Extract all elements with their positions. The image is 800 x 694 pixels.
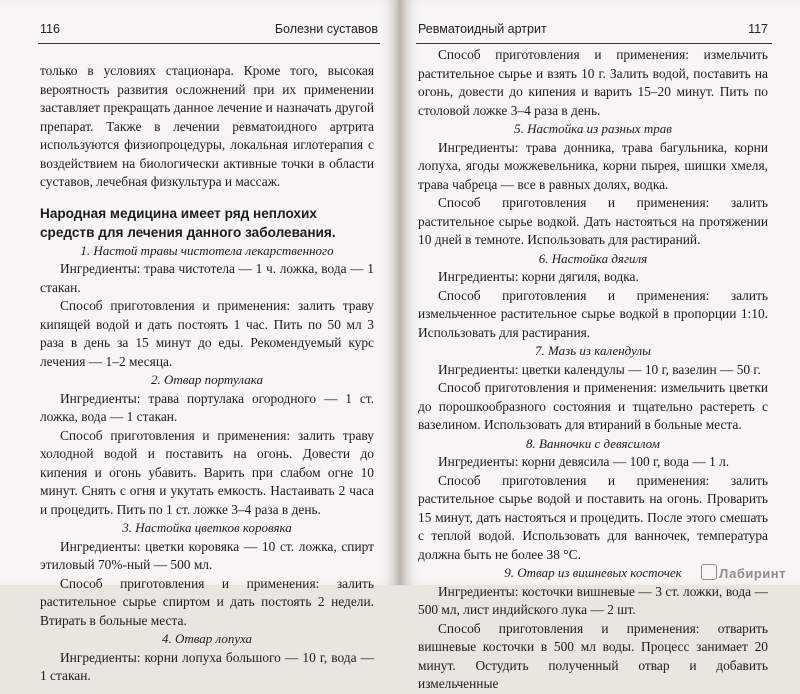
recipe-method: Способ приготовления и применения: залить измельченное растительное сырье водкой в пропорции 1:10. Использовать для растирания.: [418, 287, 768, 340]
recipe-title: 7. Мазь из календулы: [535, 343, 651, 358]
recipe-ingredients: Ингредиенты: корни дягиля, водка.: [438, 269, 639, 284]
page-number: 117: [748, 22, 768, 36]
recipe-ingredients: Ингредиенты: цветки коровяка — 10 ст. ложка, спирт этиловый 70%-ный — 500 мл.: [40, 538, 374, 572]
book-gutter: [396, 0, 404, 585]
recipe-ingredients: Ингредиенты: корни лопуха большого — 10 г, вода — 1 стакан.: [40, 649, 374, 683]
recipe-title: 8. Ванночки с девясилом: [526, 435, 660, 451]
running-title: Ревматоидный артрит: [418, 22, 547, 36]
recipe-title: 9. Отвар из вишневых косточек: [504, 565, 682, 580]
recipe-title: 1. Настой травы чистотела лекарственного: [80, 242, 334, 258]
section-heading: Народная медицина имеет ряд неплохих средств для лечения данного заболевания.: [40, 205, 336, 240]
page-body: [40, 62, 374, 686]
recipe-method: Способ приготовления и применения: залить растительное сырье спиртом и дать постоять 2 недели. Втирать в больные места.: [40, 575, 374, 628]
page-number: 116: [40, 22, 60, 36]
recipe-ingredients: Ингредиенты: трава чистотела — 1 ч. ложка, вода — 1 стакан.: [40, 261, 374, 295]
recipe-title: 4. Отвар лопуха: [161, 631, 253, 646]
paragraph: только в условиях стационара. Кроме того, высокая вероятность развития осложнений при их применении заставляет прекращать данное лечение и назначать другой препарат. Также в лечении ревматоидного артрита используются физиопроцедуры, локальная иглотерапия с воздействием на биологически активные точки в области суставов, лечебная физкультура и массаж.: [40, 63, 374, 189]
right-page: [404, 0, 800, 691]
paragraph: Способ приготовления и применения: измельчить растительное сырье и взять 10 г. Залить водой, поставить на огонь, довести до кипения и варить 15–20 минут. Пить по столовой ложке 3–4 раза в день.: [418, 47, 768, 118]
watermark-logo: Лабиринт: [701, 564, 786, 581]
recipe-title: 5. Настойка из разных трав: [514, 121, 672, 136]
recipe-ingredients: Ингредиенты: трава портулака огородного — 1 ст. ложка, вода — 1 стакан.: [40, 390, 374, 424]
header-rule: [38, 43, 380, 44]
header-rule: [416, 43, 772, 44]
recipe-method: Способ приготовления и применения: залить траву кипящей водой и дать постоять 1 час. Пить по 50 мл 3 раза в день за 15 минут до еды. Рекомендуемый курс лечения — 1–2 месяца.: [40, 298, 374, 369]
recipe-method: Способ приготовления и применения: отварить вишневые косточки в 500 мл воды. Процесс занимает 20 минут. Остудить полученный отвар и добавить измельченные: [418, 620, 768, 691]
recipe-ingredients: Ингредиенты: корни девясила — 100 г, вода — 1 л.: [438, 454, 730, 469]
recipe-title: 2. Отвар портулака: [151, 372, 263, 387]
recipe-method: Способ приготовления и применения: залить растительное сырье водой и поставить на огонь. Проварить 15 минут, дать настояться и процедить. После этого смешать с теплой водой. Использовать для ванночек, температура должна быть не более 38 °С.: [418, 472, 768, 562]
recipe-ingredients: Ингредиенты: трава донника, трава багульника, корни лопуха, ягоды можжевельника, корни пырея, шишки хмеля, трава чабреца — все в равных долях, водка.: [418, 139, 768, 192]
running-title: Болезни суставов: [274, 22, 378, 36]
recipe-method: Способ приготовления и применения: залить растительное сырье водкой. Дать настояться на протяжении 10 дней в темноте. Использовать для растираний.: [418, 195, 768, 247]
recipe-method: Способ приготовления и применения: измельчить цветки до порошкообразного состояния и тщательно растереть с вазелином. Использовать для втираний в больные места.: [418, 380, 768, 432]
watermark-icon: [701, 564, 717, 580]
page-body: [418, 46, 768, 694]
recipe-title: 3. Настойка цветков коровяка: [122, 520, 292, 535]
recipe-ingredients: Ингредиенты: цветки календулы — 10 г, вазелин — 50 г.: [438, 361, 761, 377]
recipe-title: 6. Настойка дягиля: [538, 250, 648, 266]
recipe-ingredients: Ингредиенты: косточки вишневые — 3 ст. ложки, вода — 500 мл, лист индийского лука — 2 шт.: [418, 583, 768, 617]
recipe-method: Способ приготовления и применения: залить траву холодной водой и поставить на огонь. Довести до кипения и огонь убавить. Варить при слабом огне 10 минут. Снять с огня и укутать емкость. Настаивать 2 часа и процедить. Пить по 1 ст. ложке 3–4 раза в день.: [40, 427, 374, 517]
left-page: [0, 0, 396, 683]
